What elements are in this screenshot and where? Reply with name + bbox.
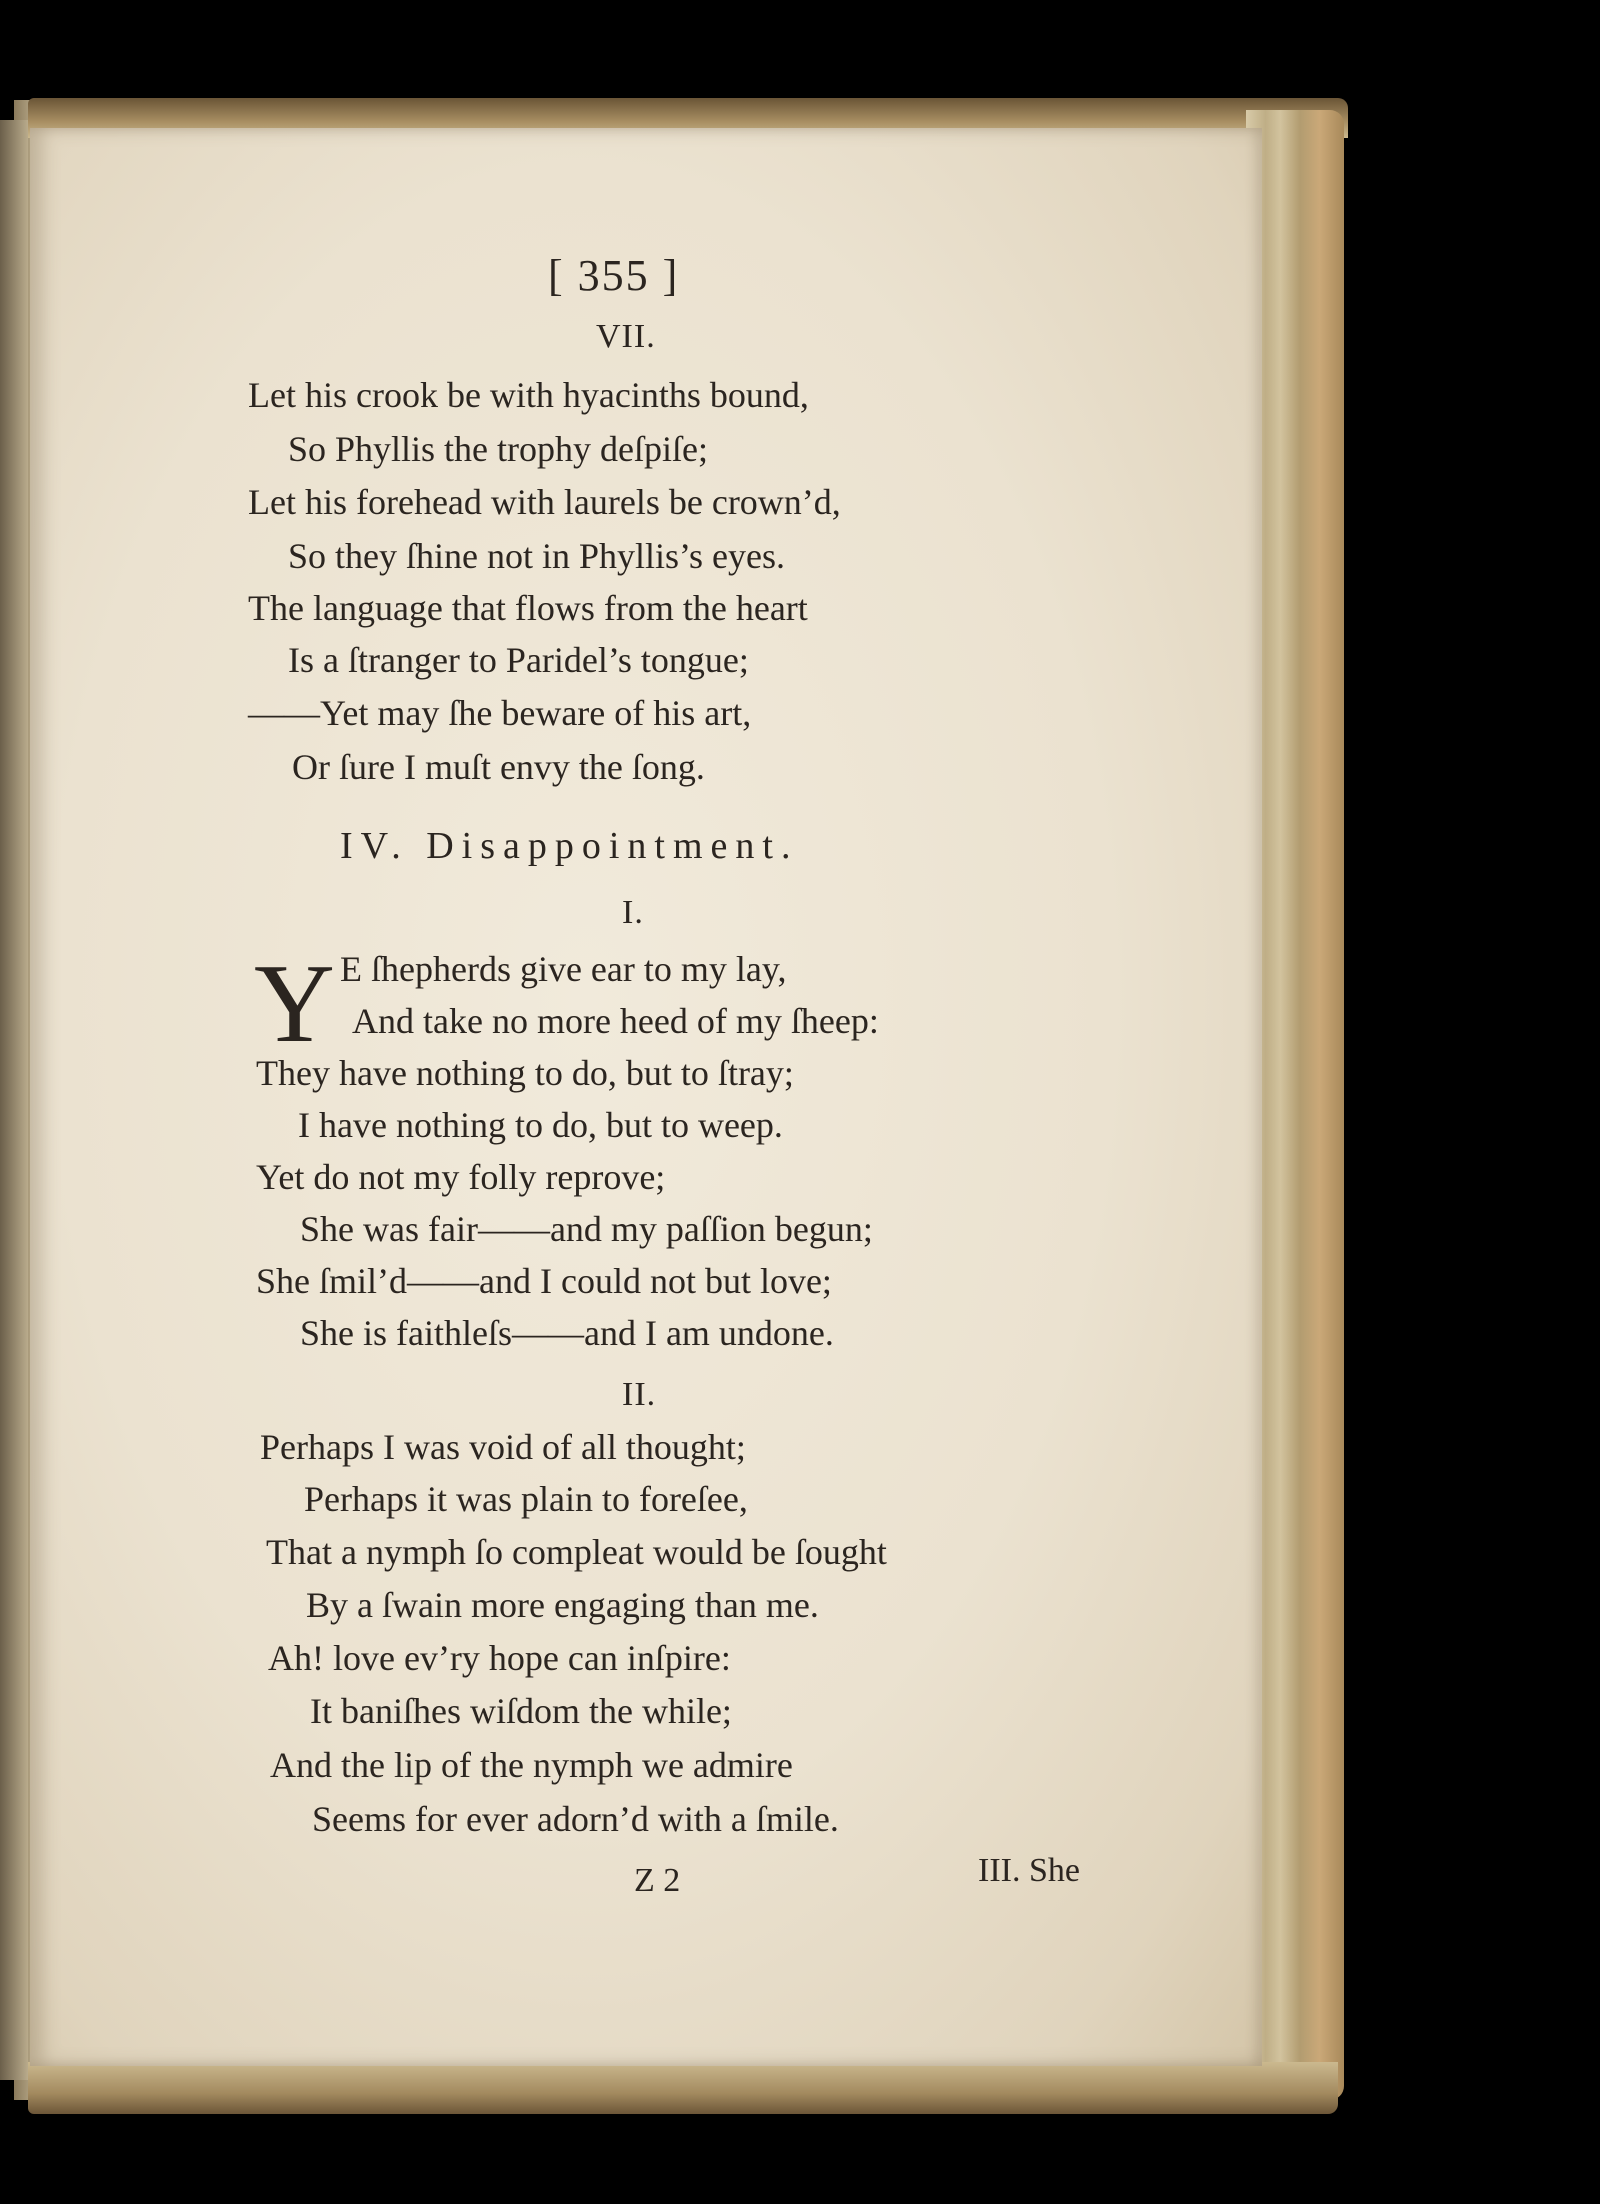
bottom-binding-edge [28, 2062, 1338, 2114]
book-page [30, 128, 1262, 2066]
verse-line: That a nymph ſo compleat would be ſought [266, 1532, 887, 1572]
verse-line: It baniſhes wiſdom the while; [310, 1691, 732, 1731]
verse-line: I have nothing to do, but to weep. [298, 1105, 783, 1145]
section-title: IV. Disappointment. [340, 825, 799, 867]
verse-line: Or ſure I muſt envy the ſong. [292, 747, 705, 787]
verse-line: Perhaps I was void of all thought; [260, 1427, 746, 1467]
verse-line: ——Yet may ſhe beware of his art, [248, 693, 752, 733]
verse-line: And the lip of the nymph we admire [270, 1745, 793, 1785]
verse-line: She is faithleſs——and I am undone. [300, 1313, 834, 1353]
stanza-number: I. [622, 894, 644, 931]
verse-line: E ſhepherds give ear to my lay, [340, 949, 787, 989]
verse-line: The language that flows from the heart [248, 588, 808, 628]
signature-mark: Z 2 [634, 1862, 681, 1899]
stanza-number: II. [622, 1376, 657, 1413]
verse-line: So they ſhine not in Phyllis’s eyes. [288, 536, 786, 576]
verse-line: She was fair——and my paſſion begun; [300, 1209, 873, 1249]
verse-line: They have nothing to do, but to ſtray; [256, 1053, 794, 1093]
verse-line: Let his crook be with hyacinths bound, [248, 375, 809, 415]
verse-line: Yet do not my folly reprove; [256, 1157, 666, 1197]
verse-line: Ah! love ev’ry hope can inſpire: [268, 1638, 731, 1678]
drop-cap: Y [254, 942, 335, 1066]
verse-line: She ſmil’d——and I could not but love; [256, 1261, 832, 1301]
verse-line: By a ſwain more engaging than me. [306, 1585, 819, 1625]
verse-line: Seems for ever adorn’d with a ſmile. [312, 1799, 839, 1839]
left-page-sliver [0, 120, 28, 2080]
verse-line: So Phyllis the trophy deſpiſe; [288, 429, 708, 469]
catchword: III. She [978, 1852, 1080, 1889]
verse-line: Is a ſtranger to Paridel’s tongue; [288, 640, 749, 680]
page-folio: [ 355 ] [548, 251, 680, 300]
verse-line: Perhaps it was plain to foreſee, [304, 1479, 748, 1519]
stanza-number: VII. [596, 318, 656, 355]
verse-line: And take no more heed of my ſheep: [352, 1001, 879, 1041]
verse-line: Let his forehead with laurels be crown’d, [248, 482, 841, 522]
